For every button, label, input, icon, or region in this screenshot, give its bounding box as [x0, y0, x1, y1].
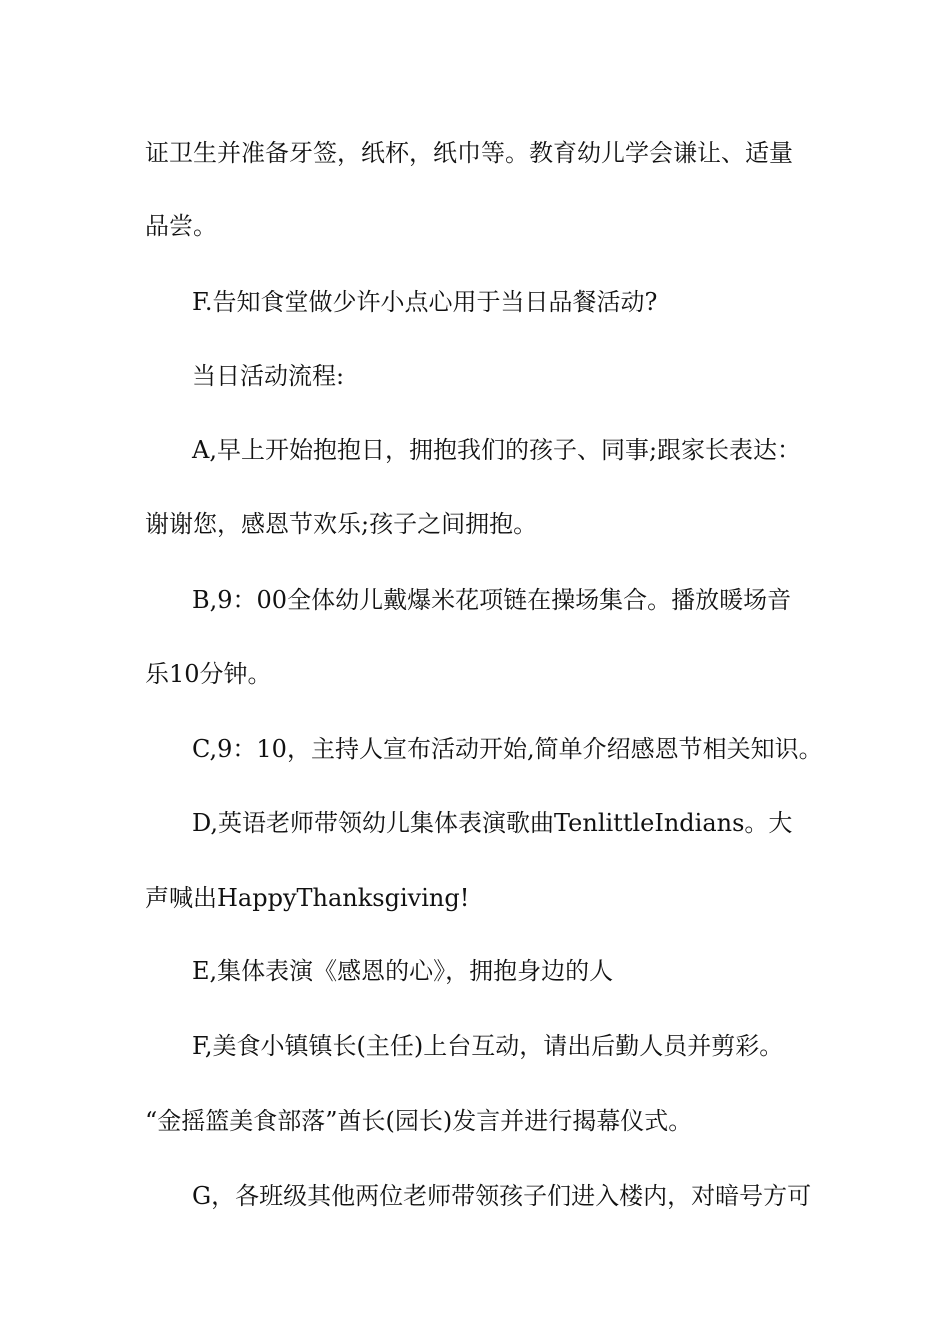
text-line: B,9：00全体幼儿戴爆米花项链在操场集合。播放暖场音	[192, 586, 792, 614]
text-line: 品尝。	[145, 212, 217, 240]
text-line: E,集体表演《感恩的心》，拥抱身边的人	[192, 957, 614, 985]
text-line: F,美食小镇镇长(主任)上台互动，请出后勤人员并剪彩。	[192, 1032, 784, 1060]
section-heading: 当日活动流程:	[192, 362, 345, 390]
text-line: 乐10分钟。	[145, 660, 272, 688]
text-line: 声喊出HappyThanksgiving!	[145, 884, 470, 912]
text-line: F.告知食堂做少许小点心用于当日品餐活动?	[192, 288, 658, 316]
text-line: C,9：10，主持人宣布活动开始,简单介绍感恩节相关知识。	[192, 735, 823, 763]
text-line: “金摇篮美食部落”酋长(园长)发言并进行揭幕仪式。	[145, 1107, 693, 1135]
text-line: 证卫生并准备牙签，纸杯，纸巾等。教育幼儿学会谦让、适量	[145, 139, 793, 167]
text-line: G，各班级其他两位老师带领孩子们进入楼内，对暗号方可	[192, 1182, 812, 1210]
text-line: A,早上开始抱抱日，拥抱我们的孩子、同事;跟家长表达：	[192, 436, 802, 464]
text-line: 谢谢您，感恩节欢乐;孩子之间拥抱。	[145, 510, 538, 538]
text-line: D,英语老师带领幼儿集体表演歌曲TenlittleIndians。大	[192, 809, 793, 837]
